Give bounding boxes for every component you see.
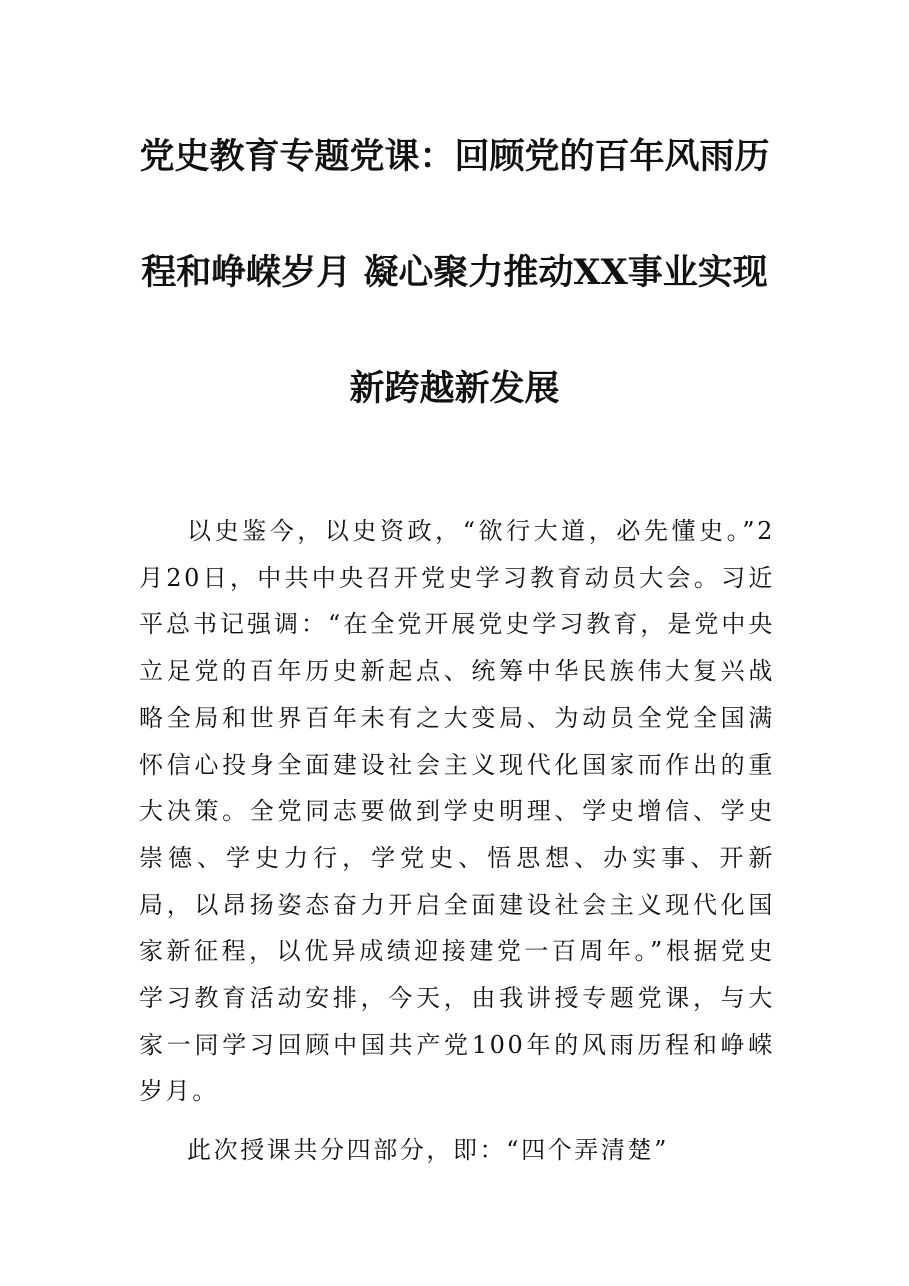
title-line-2: 程和峥嵘岁月 凝心聚力推动XX事业实现 <box>141 252 768 293</box>
document-title <box>0 137 909 485</box>
paragraph-outline: 此次授课共分四部分，即：“四个弄清楚” <box>187 1136 669 1165</box>
paragraph-intro: 以史鉴今，以史资政，“欲行大道，必先懂史。”2月20日，中共中央召开党史学习教育动员大会。习近平总书记强调：“在全党开展党史学习教育，是党中央立足党的百年历史新起点、统筹中华民族伟大复兴战略全局和世界百年未有之大变局、为动员全党全国满怀信心投身全面建设社会主义现代化国家而作出的重大决策。全党同志要做到学史明理、学史增信、学史崇德、学史力行，学党史、悟思想、办实事、开新局，以昂扬姿态奋力开启全面建设社会主义现代化国家新征程，以优异成绩迎接建党一百周年。”根据党史学习教育活动安排，今天，由我讲授专题党课，与大家一同学习回顾中国共产党100年的风雨历程和峥嵘岁月。 <box>139 517 775 1106</box>
title-line-3: 新跨越新发展 <box>349 368 560 409</box>
title-line-1: 党史教育专题党课：回顾党的百年风雨历 <box>139 136 770 177</box>
document-body <box>139 508 775 1174</box>
